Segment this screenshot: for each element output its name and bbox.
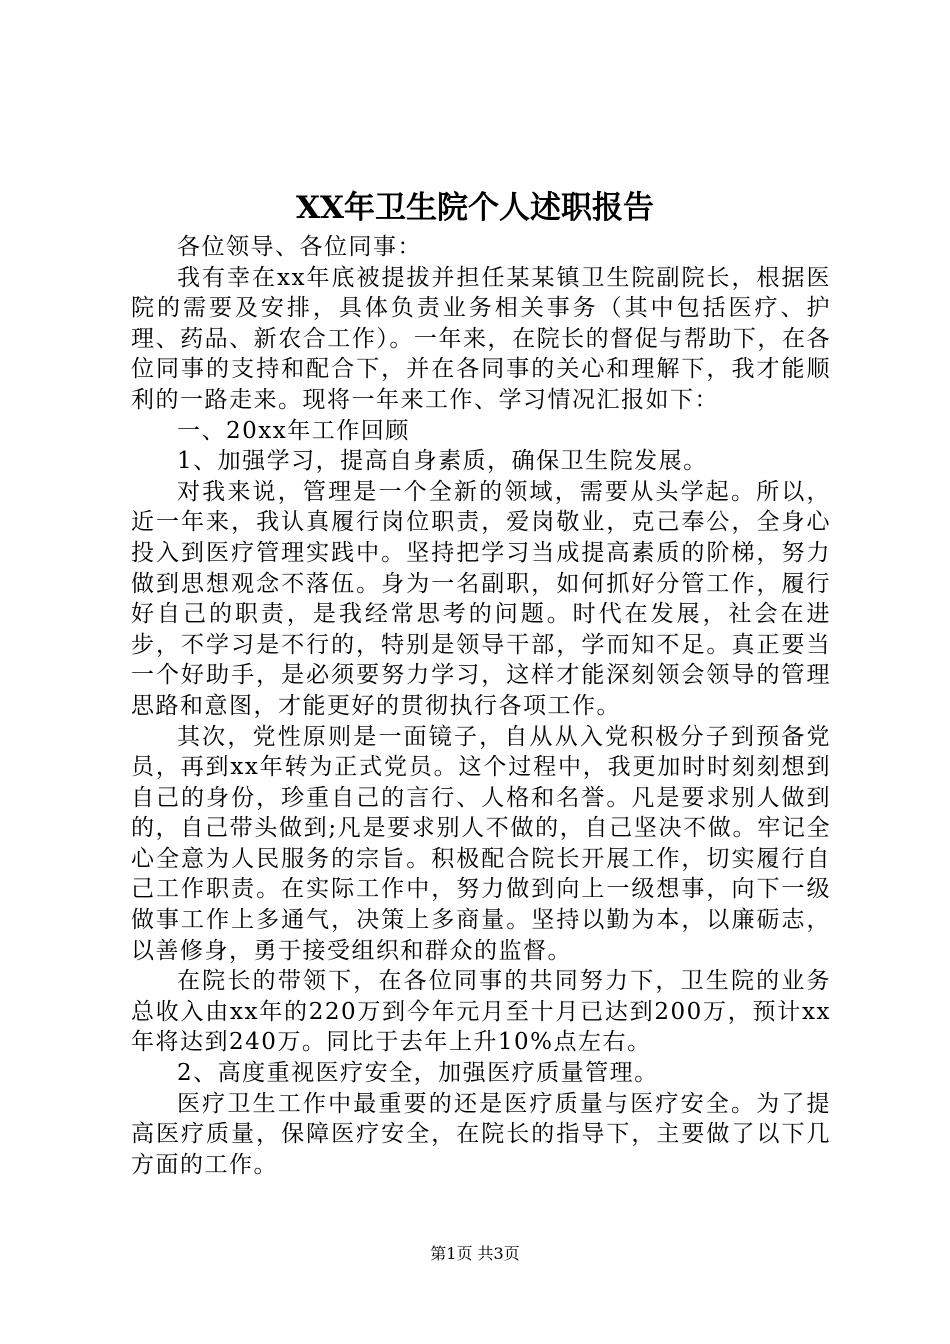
paragraph-revenue: 在院长的带领下，在各位同事的共同努力下，卫生院的业务总收入由xx年的220万到今年元月至十月已达到200万，预计xx年将达到240万。同比于去年上升10%点左右。 [131, 968, 831, 1056]
subheading-medical-safety: 2、高度重视医疗安全，加强医疗质量管理。 [177, 1060, 659, 1087]
salutation-paragraph: 各位领导、各位同事： [177, 234, 422, 260]
subheading-study: 1、加强学习，提高自身素质，确保卫生院发展。 [177, 448, 708, 475]
paragraph-party-principle: 其次，党性原则是一面镜子，自从从入党积极分子到预备党员，再到xx年转为正式党员。这个过程中，我更加时时刻刻想到自己的身份，珍重自己的言行、人格和名誉。凡是要求别人做到的，自己带头做到;凡是要求别人不做的，自己坚决不做。牢记全心全意为人民服务的宗旨。积极配合院长开展工作，切实履行自己工作职责。在实际工作中，努力做到向上一级想事，向下一级做事工作上多通气，决策上多商量。坚持以勤为本，以廉砺志，以善修身，勇于接受组织和群众的监督。 [131, 723, 831, 964]
document-body [131, 232, 831, 1180]
paragraph-medical-quality: 医疗卫生工作中最重要的还是医疗质量与医疗安全。为了提高医疗质量，保障医疗安全，在院长的指导下，主要做了以下几方面的工作。 [131, 1090, 831, 1178]
page-footer: 第1页 共3页 [430, 1244, 520, 1263]
section-heading-review: 一、20xx年工作回顾 [177, 417, 410, 444]
paragraph-management-learning: 对我来说，管理是一个全新的领域，需要从头学起。所以，近一年来，我认真履行岗位职责，爱岗敬业，克己奉公，全身心投入到医疗管理实践中。坚持把学习当成提高素质的阶梯，努力做到思想观念不落伍。身为一名副职，如何抓好分管工作，履行好自己的职责，是我经常思考的问题。时代在发展，社会在进步，不学习是不行的，特别是领导干部，学而知不足。真正要当一个好助手，是必须要努力学习，这样才能深刻领会领导的管理思路和意图，才能更好的贯彻执行各项工作。 [131, 478, 831, 719]
intro-paragraph: 我有幸在xx年底被提拔并担任某某镇卫生院副院长，根据医院的需要及安排，具体负责业务相关事务（其中包括医疗、护理、药品、新农合工作）。一年来，在院长的督促与帮助下，在各位同事的支持和配合下，并在各同事的关心和理解下，我才能顺利的一路走来。现将一年来工作、学习情况汇报如下： [131, 264, 831, 413]
document-title: XX年卫生院个人述职报告 [295, 190, 655, 226]
